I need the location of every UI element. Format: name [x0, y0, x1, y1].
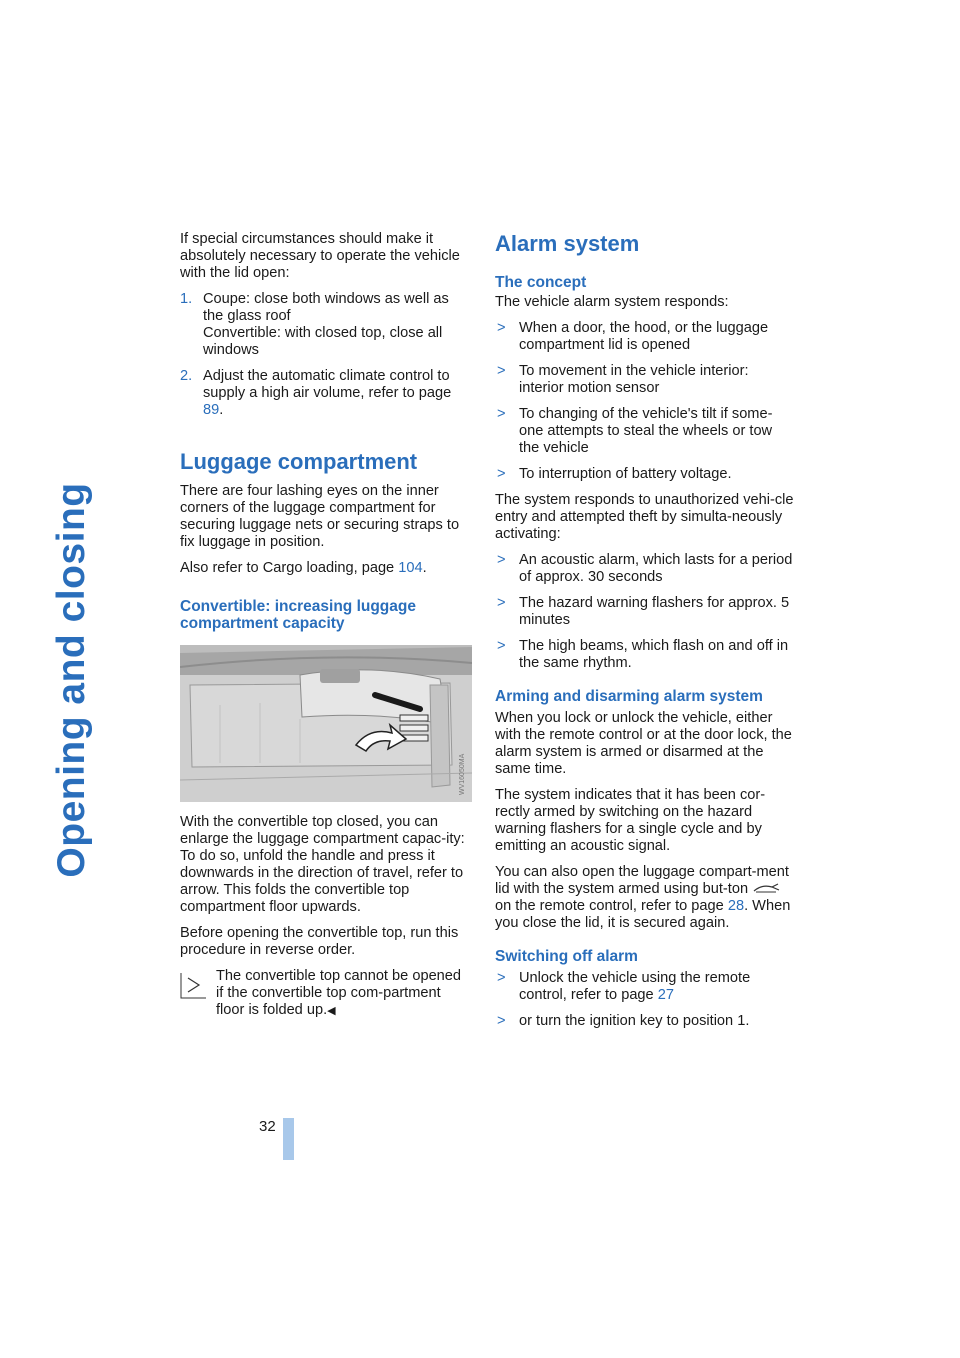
bullet-text: To movement in the vehicle interior: interior motion sensor	[519, 363, 749, 396]
arming-paragraph-1: When you lock or unlock the vehicle, either with the remote control or at the door lock, the alarm system is armed or disarmed at the same time.	[495, 710, 792, 777]
response-item	[495, 638, 795, 672]
bullet-text: The hazard warning flashers for approx. 5 minutes	[519, 595, 790, 628]
concept-intro: The vehicle alarm system responds:	[495, 294, 729, 310]
convertible-paragraph	[180, 814, 472, 916]
response-item	[495, 595, 795, 629]
bullet-text: An acoustic alarm, which lasts for a period of approx. 30 seconds	[519, 552, 793, 585]
bullet-mark: >	[497, 406, 506, 422]
arming-text-c: . When you close the lid, it is secured again.	[495, 898, 791, 931]
arming-paragraph-2: The system indicates that it has been cor-rectly armed by switching on the hazard warning flashers for a single cycle and by emitting an acoustic signal.	[495, 787, 766, 854]
response-item	[495, 552, 795, 586]
bullet-text: or turn the ignition key to position 1.	[519, 1013, 750, 1029]
arming-text-b: on the remote control, refer to page	[495, 898, 724, 914]
step-text-secondary: Convertible: with closed top, close all windows	[203, 325, 443, 358]
step-text: Adjust the automatic climate control to supply a high air volume, refer to page	[203, 368, 452, 401]
figure-code: WV16050MA	[459, 753, 466, 795]
bullet-mark: >	[497, 320, 506, 336]
note-triangle-icon	[180, 972, 207, 999]
subheading-arming: Arming and disarming alarm system	[495, 688, 763, 705]
reverse-procedure-paragraph: Before opening the convertible top, run this procedure in reverse order.	[180, 925, 459, 958]
left-column	[180, 231, 472, 1020]
page-marker-bar	[283, 1118, 294, 1160]
subheading-convertible: Convertible: increasing luggage compartment capacity	[180, 598, 416, 632]
page-link[interactable]: 104	[398, 560, 423, 576]
responds-paragraph: The system responds to unauthorized vehi-cle entry and attempted theft by simulta-neously activating:	[495, 492, 794, 542]
cargo-reference	[180, 560, 472, 577]
page-link[interactable]: 89	[203, 402, 220, 418]
convertible-text-a: With the convertible top closed, you can enlarge the luggage compartment capac-ity:	[180, 814, 465, 847]
convertible-text-b: To do so, unfold the handle and press it downwards in the direction of travel, refer to arrow. This folds the convertible top compartment floor upwards.	[180, 848, 464, 915]
luggage-compartment-figure	[180, 645, 472, 802]
arming-text-a: You can also open the luggage compart-ment lid with the system armed using but-ton	[495, 864, 789, 897]
cargo-reference-end: .	[422, 560, 427, 576]
concept-item	[495, 406, 795, 457]
page-link[interactable]: 28	[727, 898, 745, 914]
bullet-mark: >	[497, 970, 506, 986]
bullet-text: To interruption of battery voltage.	[519, 466, 732, 482]
bullet-text: To changing of the vehicle's tilt if some-one attempts to steal the wheels or tow the vehicle	[519, 406, 773, 456]
bullet-mark: >	[497, 595, 506, 611]
concept-item	[495, 363, 795, 397]
page-link[interactable]: 27	[657, 987, 674, 1003]
note-box	[180, 968, 472, 1020]
note-text: The convertible top cannot be opened if the convertible top com-partment floor is folded up.	[216, 968, 462, 1018]
concept-item	[495, 466, 795, 483]
section-heading-alarm: Alarm system	[495, 231, 640, 256]
numbered-step-1	[180, 291, 472, 359]
right-column	[495, 231, 795, 1039]
page-number: 32	[259, 1118, 276, 1135]
subheading-switching-off: Switching off alarm	[495, 948, 638, 965]
step-text-end: .	[219, 402, 224, 418]
bullet-mark: >	[497, 1013, 506, 1029]
step-number: 1.	[180, 291, 193, 307]
note-end-mark: ◀	[327, 1005, 336, 1017]
luggage-paragraph: There are four lashing eyes on the inner corners of the luggage compartment for securing luggage nets or securing straps to fix luggage in position.	[180, 483, 460, 550]
bullet-text: When a door, the hood, or the luggage compartment lid is opened	[519, 320, 769, 353]
concept-item	[495, 320, 795, 354]
intro-paragraph: If special circumstances should make it absolutely necessary to operate the vehicle with the lid open:	[180, 231, 460, 281]
switch-off-item	[495, 970, 795, 1004]
note-text-block	[180, 968, 472, 1020]
trunk-button-icon	[752, 881, 782, 895]
bullet-mark: >	[497, 466, 506, 482]
subheading-concept: The concept	[495, 274, 587, 291]
section-heading-luggage: Luggage compartment	[180, 449, 418, 474]
chapter-title-text: Opening and closing	[50, 482, 93, 878]
cargo-reference-text: Also refer to Cargo loading, page	[180, 560, 395, 576]
bullet-text: The high beams, which flash on and off in the same rhythm.	[519, 638, 789, 671]
bullet-mark: >	[497, 363, 506, 379]
bullet-text: Unlock the vehicle using the remote control, refer to page	[519, 970, 751, 1003]
step-number: 2.	[180, 368, 193, 384]
bullet-mark: >	[497, 552, 506, 568]
step-text: Coupe: close both windows as well as the glass roof	[203, 291, 449, 324]
switch-off-item	[495, 1013, 795, 1030]
numbered-step-2	[180, 368, 472, 419]
trunk-illustration	[180, 645, 472, 802]
bullet-mark: >	[497, 638, 506, 654]
arming-paragraph-3	[495, 864, 795, 932]
